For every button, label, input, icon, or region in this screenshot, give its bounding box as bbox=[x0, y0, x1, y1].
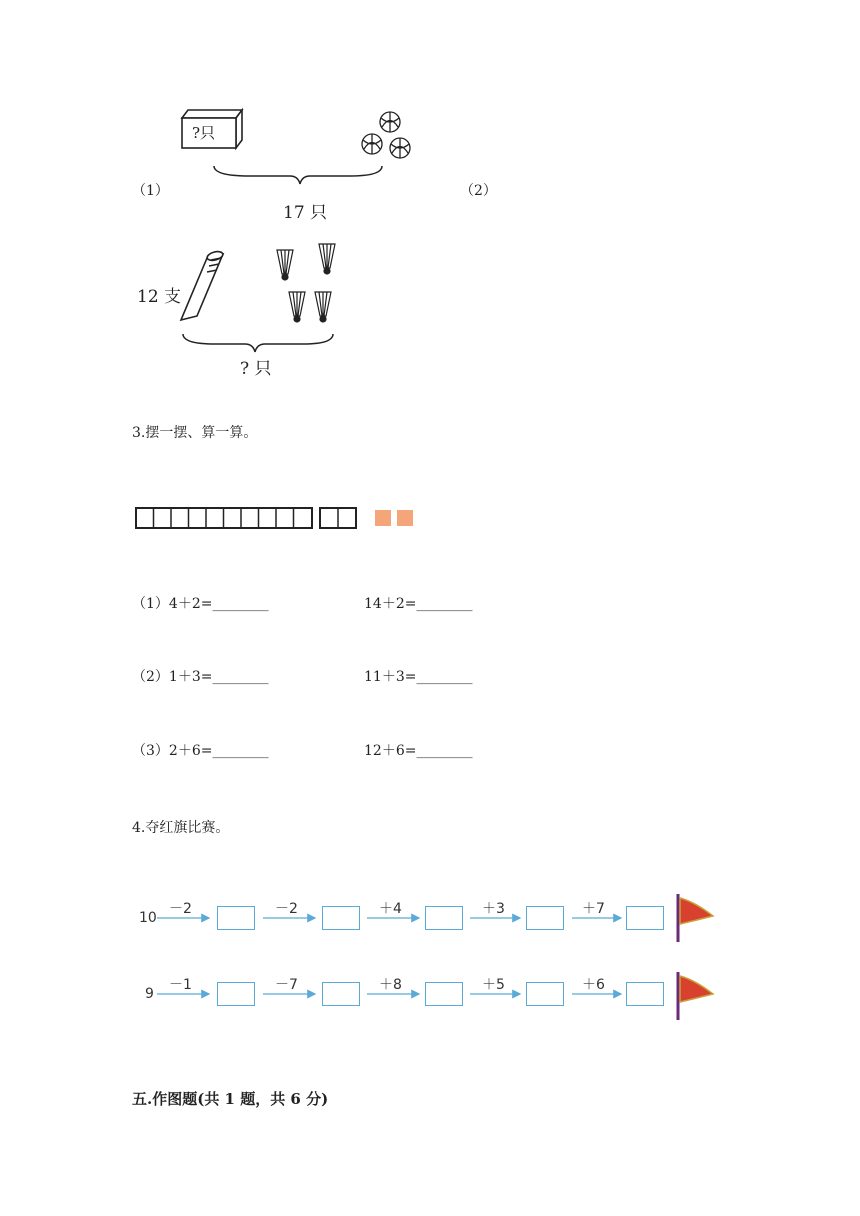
chain-1-op-4: ＋3 bbox=[482, 901, 505, 917]
chain-2-op-4: ＋5 bbox=[482, 977, 505, 993]
flag-race-figure bbox=[135, 880, 725, 1030]
q3-row-3 bbox=[132, 740, 532, 760]
chain-2-op-1: －1 bbox=[169, 977, 192, 993]
q3-row-1-expr: （1）4＋2= bbox=[132, 596, 213, 612]
q3-row-2-expr: （2）1＋3= bbox=[132, 669, 213, 685]
chain-1-op-1: －2 bbox=[169, 901, 192, 917]
chain-1-op-3: ＋4 bbox=[379, 901, 402, 917]
tube-count-label: 12 支 bbox=[137, 287, 182, 307]
chain-1-answer-box-1[interactable] bbox=[217, 906, 255, 930]
chain-1-answer-box-5[interactable] bbox=[626, 906, 664, 930]
chain-1-answer-box-2[interactable] bbox=[322, 906, 360, 930]
chain-2-start: 9 bbox=[145, 986, 154, 1002]
section-5-title: 五.作图题(共 1 题，共 6 分) bbox=[132, 1090, 329, 1108]
q3-row-2 bbox=[132, 666, 532, 686]
q3-row-2-blank[interactable]: ________ bbox=[212, 669, 269, 685]
chain-2-op-2: －7 bbox=[275, 977, 298, 993]
red-flag-icon bbox=[678, 972, 713, 1020]
chain-1-answer-box-4[interactable] bbox=[526, 906, 564, 930]
chain-1-answer-box-3[interactable] bbox=[425, 906, 463, 930]
chain-2-op-5: ＋6 bbox=[582, 977, 605, 993]
q3-row-2-blank-right[interactable]: ________ bbox=[416, 669, 473, 685]
chain-2-answer-box-4[interactable] bbox=[526, 982, 564, 1006]
chain-2-answer-box-3[interactable] bbox=[425, 982, 463, 1006]
flag-race-arrows bbox=[135, 880, 725, 1030]
chain-1-op-5: ＋7 bbox=[582, 901, 605, 917]
q3-title: 3.摆一摆、算一算。 bbox=[132, 425, 258, 441]
sub-question-2-label: （2） bbox=[460, 183, 497, 199]
q3-row-3-expr: （3）2＋6= bbox=[132, 743, 213, 759]
shuttle-total-label: ? 只 bbox=[240, 359, 272, 379]
red-flag-icon bbox=[678, 894, 713, 942]
figure-box-balls bbox=[150, 100, 450, 225]
q3-row-3-blank-right[interactable]: ________ bbox=[416, 743, 473, 759]
chain-1-op-2: －2 bbox=[275, 901, 298, 917]
total-count-label: 17 只 bbox=[283, 203, 328, 223]
q3-row-3-blank[interactable]: ________ bbox=[212, 743, 269, 759]
sub-question-1-label: （1） bbox=[132, 183, 169, 199]
box-question-label: ?只 bbox=[192, 124, 216, 142]
chain-2-answer-box-2[interactable] bbox=[322, 982, 360, 1006]
q3-row-1-blank[interactable]: ________ bbox=[212, 596, 269, 612]
q3-row-2-expr-right: 11＋3= bbox=[364, 669, 417, 685]
chain-1-start: 10 bbox=[139, 910, 157, 926]
chain-2-answer-box-5[interactable] bbox=[626, 982, 664, 1006]
q4-title: 4.夺红旗比赛。 bbox=[132, 820, 230, 836]
q3-row-3-expr-right: 12＋6= bbox=[364, 743, 417, 759]
chain-2-answer-box-1[interactable] bbox=[217, 982, 255, 1006]
q3-row-1 bbox=[132, 593, 532, 613]
q3-row-1-expr-right: 14＋2= bbox=[364, 596, 417, 612]
ten-frame-strip bbox=[135, 507, 425, 535]
figure-shuttlecocks bbox=[135, 240, 365, 380]
chain-2-op-3: ＋8 bbox=[379, 977, 402, 993]
q3-row-1-blank-right[interactable]: ________ bbox=[416, 596, 473, 612]
counting-squares bbox=[135, 507, 425, 531]
